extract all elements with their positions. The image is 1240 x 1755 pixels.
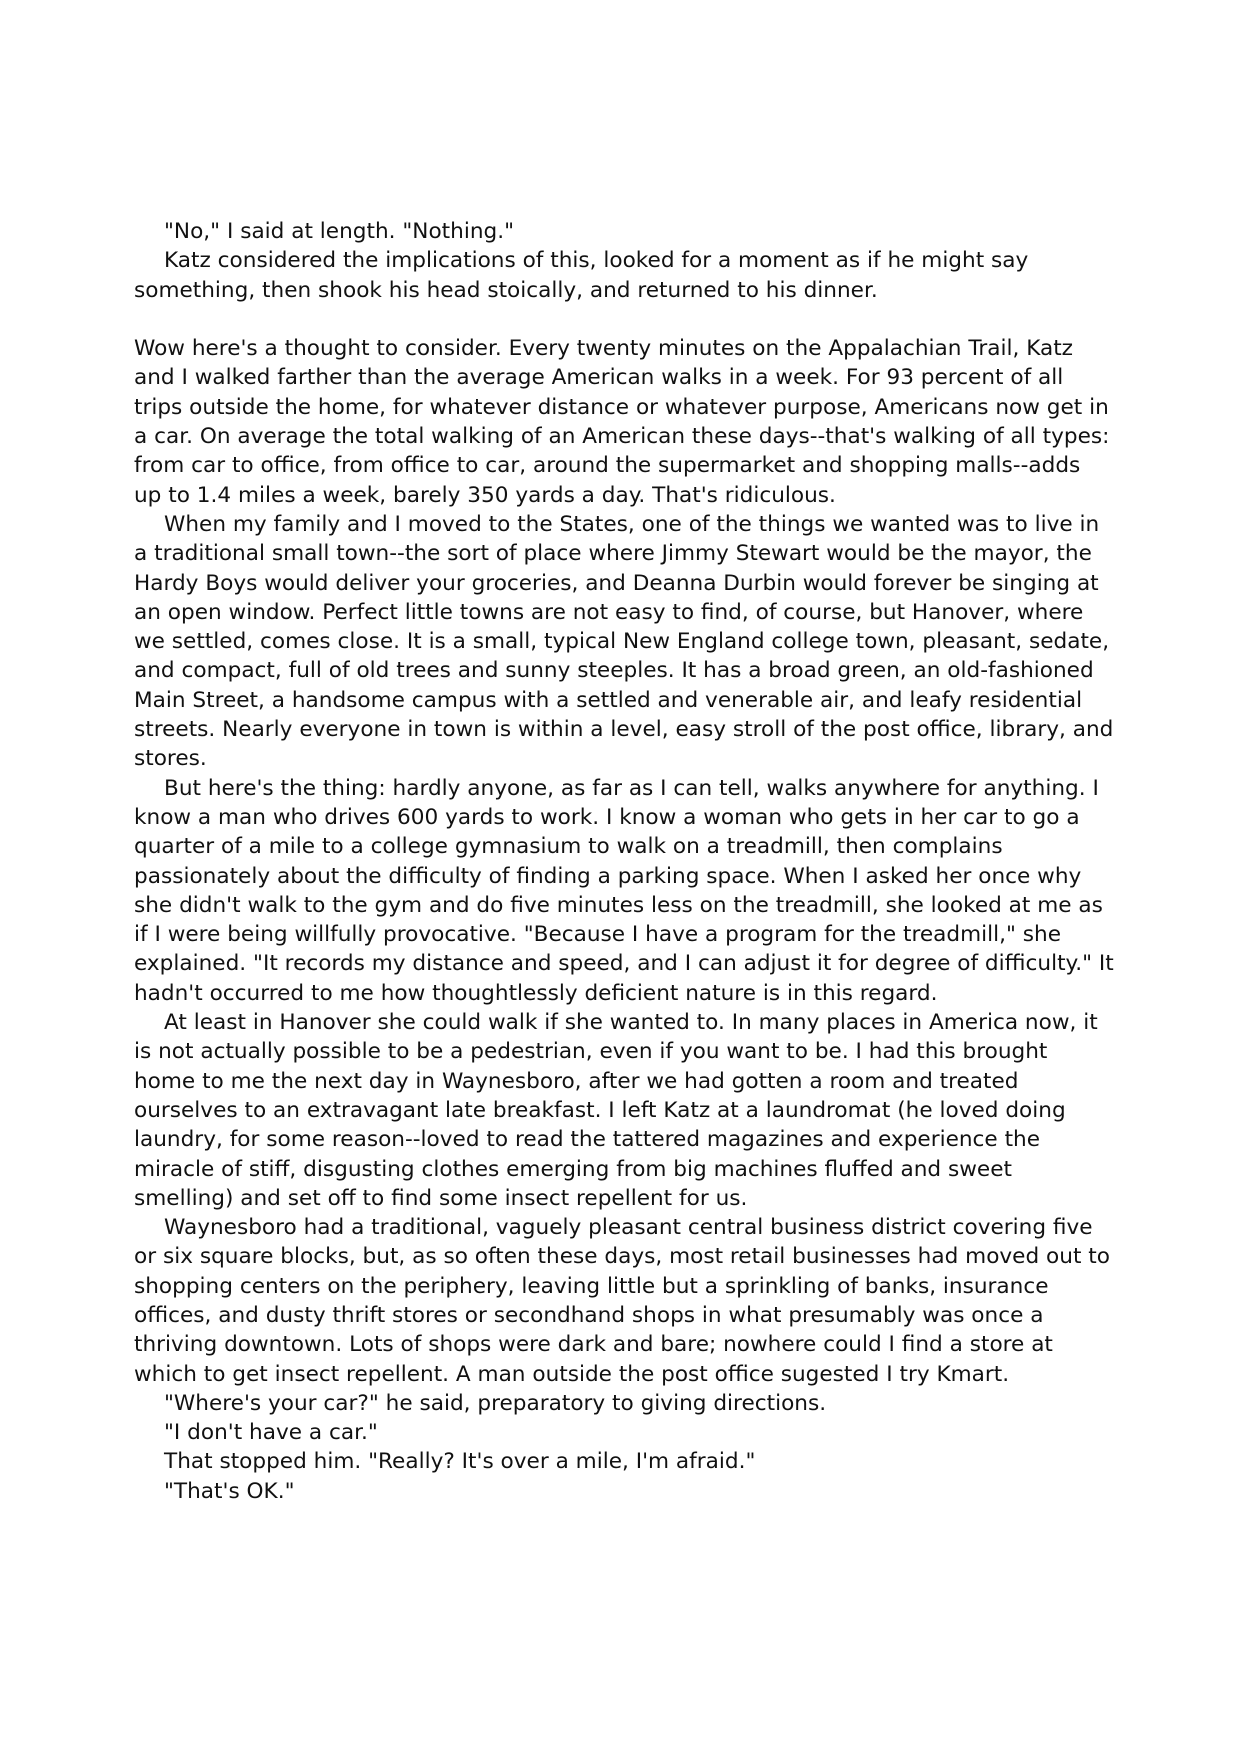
dialogue-line: "I don't have a car." <box>164 1420 378 1446</box>
body-text <box>134 217 1114 1506</box>
paragraph: Wow here's a thought to consider. Every twenty minutes on the Appalachian Trail, Katz and I walked farther than the average American walks in a week. For 93 percent of all trips outside the home, for whatever distance or whatever purpose, Americans now get in a car. On average the total walking of an American these days--that's walking of all types: from car to office, from office to car, around the supermarket and shopping malls--adds up to 1.4 miles a week, barely 350 yards a day. That's ridiculous. <box>134 336 1110 508</box>
paragraph: At least in Hanover she could walk if she wanted to. In many places in America now, it is not actually possible to be a pedestrian, even if you want to be. I had this brought home to me the next day in Waynesboro, after we had gotten a room and treated ourselves to an extravagant late breakfast. I left Katz at a laundromat (he loved doing laundry, for some reason--loved to read the tattered magazines and experience the miracle of stiff, disgusting clothes emerging from big machines fluffed and sweet smelling) and set off to find some insect repellent for us. <box>134 1010 1098 1211</box>
paragraph: When my family and I moved to the States, one of the things we wanted was to live in a traditional small town--the sort of place where Jimmy Stewart would be the mayor, the Hardy Boys would deliver your groceries, and Deanna Durbin would forever be singing at an open window. Perfect little towns are not easy to find, of course, but Hanover, where we settled, comes close. It is a small, typical New England college town, pleasant, sedate, and compact, full of old trees and sunny steeples. It has a broad green, an old-fashioned Main Street, a handsome campus with a settled and venerable air, and leafy residential streets. Nearly everyone in town is within a level, easy stroll of the post office, library, and stores. <box>134 511 1114 772</box>
paragraph: Katz considered the implications of this, looked for a moment as if he might say something, then shook his head stoically, and returned to his dinner. <box>134 248 1029 303</box>
paragraph: Waynesboro had a traditional, vaguely pleasant central business district covering five or six square blocks, but, as so often these days, most retail businesses had moved out to shopping centers on the periphery, leaving little but a sprinkling of banks, insurance offices, and dusty thrift stores or secondhand shops in what presumably was once a thriving downtown. Lots of shops were dark and bare; nowhere could I find a store at which to get insect repellent. A man outside the post office sugested I try Kmart. <box>134 1215 1110 1387</box>
paragraph: But here's the thing: hardly anyone, as far as I can tell, walks anywhere for anything. I know a man who drives 600 yards to work. I know a woman who gets in her car to go a quarter of a mile to a college gymnasium to walk on a treadmill, then complains passionately about the difficulty of finding a parking space. When I asked her once why she didn't walk to the gym and do five minutes less on the treadmill, she looked at me as if I were being willfully provocative. "Because I have a program for the treadmill," she explained. "It records my distance and speed, and I can adjust it for degree of difficulty." It hadn't occurred to me how thoughtlessly deficient nature is in this regard. <box>134 775 1114 1006</box>
paragraph: "No," I said at length. "Nothing." <box>164 219 515 244</box>
dialogue-line: That stopped him. "Really? It's over a mile, I'm afraid." <box>164 1449 756 1475</box>
dialogue-line: "That's OK." <box>164 1478 295 1504</box>
dialogue-line: "Where's your car?" he said, preparatory to giving directions. <box>164 1390 827 1416</box>
section-break <box>134 305 1114 334</box>
